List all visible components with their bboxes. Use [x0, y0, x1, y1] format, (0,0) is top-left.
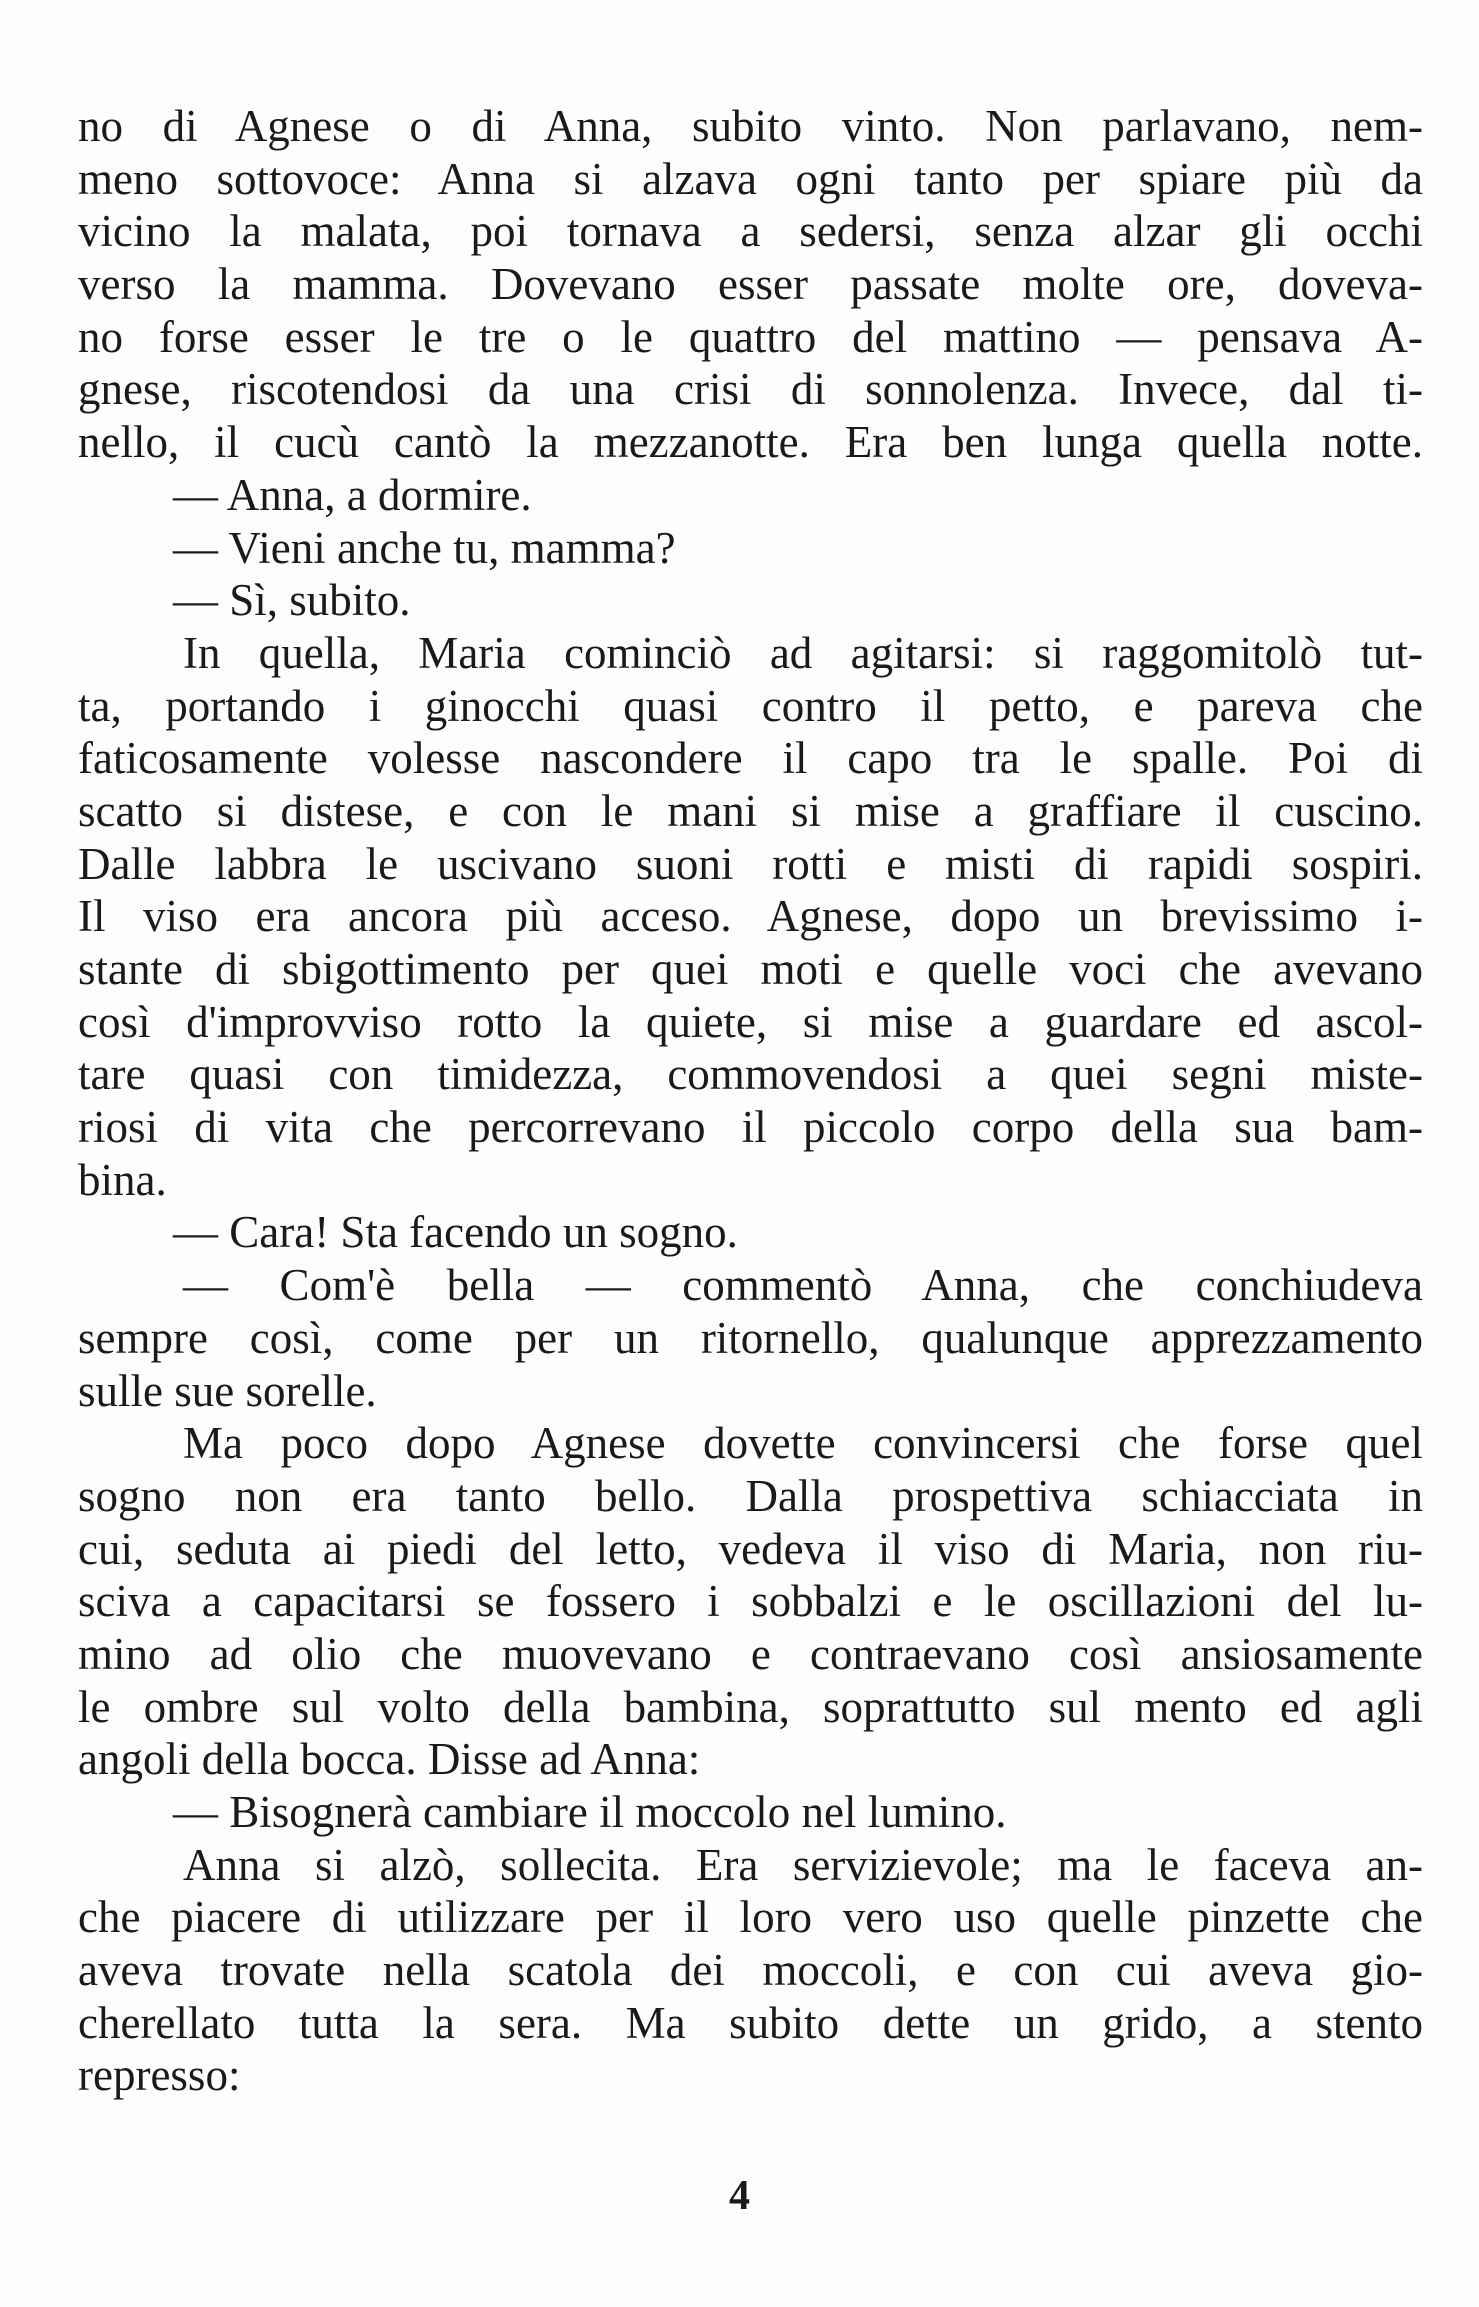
text-line: sulle sue sorelle. [78, 1365, 377, 1416]
page-number: 4 [729, 2173, 750, 2219]
text-line: Anna si alzò, sollecita. Era servizievole; ma le faceva an- [183, 1839, 1423, 1890]
text-line: cui, seduta ai piedi del letto, vedeva il viso di Maria, non riu- [78, 1523, 1423, 1574]
body-text [78, 100, 1423, 2102]
text-line: In quella, Maria cominciò ad agitarsi: si raggomitolò tut- [183, 627, 1423, 678]
text-line: sempre così, come per un ritornello, qualunque apprezzamento [78, 1312, 1423, 1363]
text-line: — Cara! Sta facendo un sogno. [173, 1207, 738, 1258]
text-line: no di Agnese o di Anna, subito vinto. Non parlavano, nem- [78, 101, 1423, 151]
text-line: riosi di vita che percorrevano il piccolo corpo della sua bam- [78, 1102, 1423, 1153]
text-line: che piacere di utilizzare per il loro vero uso quelle pinzette che [78, 1892, 1423, 1943]
text-line: cherellato tutta la sera. Ma subito dette un grido, a stento [78, 1997, 1423, 2048]
text-line: così d'improvviso rotto la quiete, si mise a guardare ed ascol- [78, 996, 1423, 1047]
text-line: scatto si distese, e con le mani si mise a graffiare il cuscino. [78, 785, 1423, 836]
text-line: faticosamente volesse nascondere il capo tra le spalle. Poi di [78, 733, 1423, 784]
text-line: Il viso era ancora più acceso. Agnese, dopo un brevissimo i- [78, 891, 1423, 942]
text-line: gnese, riscotendosi da una crisi di sonnolenza. Invece, dal ti- [78, 364, 1423, 415]
text-line: sogno non era tanto bello. Dalla prospettiva schiacciata in [78, 1470, 1423, 1521]
text-line: — Sì, subito. [173, 575, 411, 626]
text-line: represso: [78, 2050, 241, 2101]
text-line: angoli della bocca. Disse ad Anna: [78, 1734, 701, 1785]
text-line: ta, portando i ginocchi quasi contro il petto, e pareva che [78, 680, 1423, 731]
text-line: no forse esser le tre o le quattro del mattino — pensava A- [78, 311, 1423, 362]
text-line: meno sottovoce: Anna si alzava ogni tanto per spiare più da [78, 153, 1423, 204]
text-line: — Vieni anche tu, mamma? [173, 522, 676, 573]
text-line: sciva a capacitarsi se fossero i sobbalzi e le oscillazioni del lu- [78, 1576, 1423, 1627]
text-line: Dalle labbra le uscivano suoni rotti e misti di rapidi sospiri. [78, 838, 1423, 889]
text-line: le ombre sul volto della bambina, soprattutto sul mento ed agli [78, 1681, 1423, 1732]
text-line: stante di sbigottimento per quei moti e quelle voci che avevano [78, 944, 1423, 994]
text-line: — Bisognerà cambiare il moccolo nel lumino. [173, 1787, 1007, 1837]
text-line: verso la mamma. Dovevano esser passate molte ore, doveva- [78, 259, 1423, 310]
text-line: aveva trovate nella scatola dei moccoli, e con cui aveva gio- [78, 1945, 1423, 1996]
text-line: bina. [78, 1154, 167, 1205]
text-line: — Anna, a dormire. [173, 469, 532, 520]
text-line: nello, il cucù cantò la mezzanotte. Era ben lunga quella notte. [78, 417, 1423, 468]
text-line: tare quasi con timidezza, commovendosi a quei segni miste- [78, 1049, 1423, 1100]
text-line: Ma poco dopo Agnese dovette convincersi che forse quel [183, 1418, 1423, 1469]
text-line: mino ad olio che muovevano e contraevano così ansiosamente [78, 1628, 1423, 1679]
text-line: — Com'è bella — commentò Anna, che conchiudeva [183, 1260, 1423, 1311]
text-line: vicino la malata, poi tornava a sedersi, senza alzar gli occhi [78, 206, 1423, 257]
